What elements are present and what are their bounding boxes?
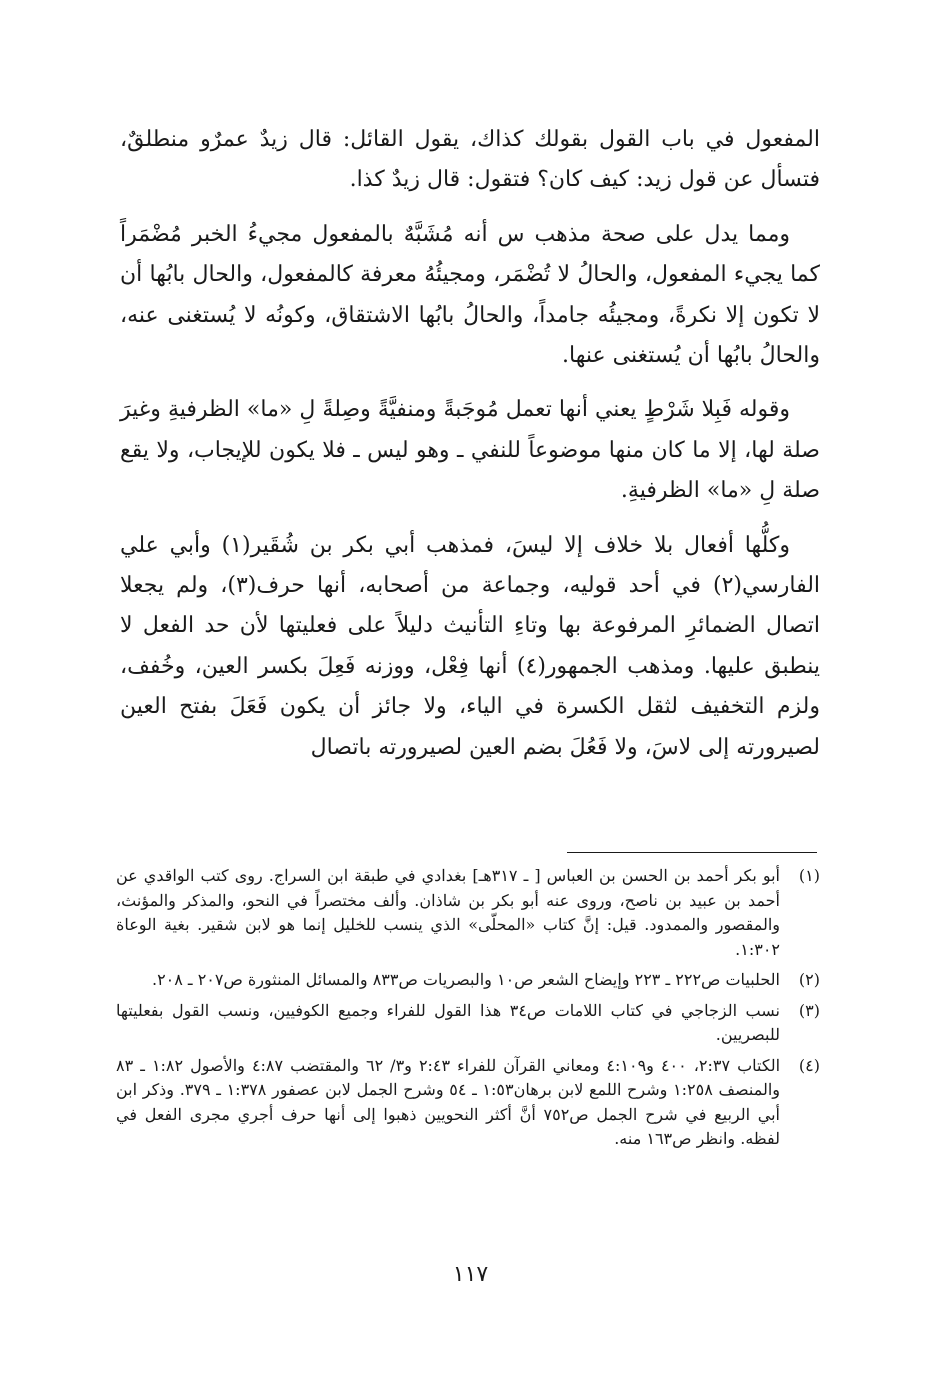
footnote-3	[116, 999, 820, 1048]
footnote-text: الكتاب ٢:٣٧، ٤٠٠ و٤:١٠٩ ومعاني القرآن للفراء ٢:٤٣ و٣/ ٦٢ والمقتضب ٤:٨٧ والأصول ١:٨٢ ـ ٨٣ والمنصف ١:٢٥٨ وشرح اللمع لابن برهان١:٥٣ ـ ٥٤ وشرح الجمل لابن عصفور ١:٣٧٨ ـ ٣٧٩. وذكر ابن أبي الربيع في شرح الجمل ص٧٥٢ أنَّ أكثر النحويين ذهبوا إلى أنها حرف أجري مجرى الفعل في لفظه. وانظر ص١٦٣ منه.	[116, 1055, 781, 1148]
footnote-text: نسب الزجاجي في كتاب اللامات ص٣٤ هذا القول للفراء وجميع الكوفيين، ونسب القول بفعليتها للبصريين.	[116, 1000, 780, 1044]
paragraph-1: المفعول في باب القول بقولك كذاك، يقول القائل: قال زيدٌ عمرٌو منطلقٌ، فتسأل عن قول زيد: كيف كان؟ فتقول: قال زيدٌ كذا.	[120, 127, 820, 193]
footnote-text: أبو بكر أحمد بن الحسن بن العباس [ ـ ٣١٧هـ] بغدادي في طبقة ابن السراج. روى كتب الواقدي عن أحمد بن عبيد بن ناصح، وروى عنه أبو بكر بن شاذان. وألف مختصراً في النحو، والمذكر والمؤنث، والمقصور والممدود. قيل: إنَّ كتاب «المحلّى» الذي ينسب للخليل إنما هو لابن شقير. بغية الوعاة ١:٣٠٢.	[116, 866, 781, 959]
paragraph-4: وكلُّها أفعال بلا خلاف إلا ليسَ، فمذهب أبي بكر بن شُقَير(١) وأبي علي الفارسي(٢) في أحد قوليه، وجماعة من أصحابه، أنها حرف(٣)، ولم يجعلا اتصال الضمائرِ المرفوعة بها وتاءِ التأنيث دليلاً على فعليتها لأن حد الفعل لا ينطبق عليها. ومذهب الجمهور(٤) أنها فِعْل، ووزنه فَعِلَ بكسر العين، وخُفف، ولزم التخفيف لثقل الكسرة في الياء، ولا جائز أن يكون فَعَلَ بفتح العين لصيرورته إلى لاسَ، ولا فَعُلَ بضم العين لصيرورته باتصال	[120, 532, 821, 760]
paragraph-3: وقوله فَبِلا شَرْطٍ يعني أنها تعمل مُوجَبةً ومنفيَّةً وصِلةً لِ «ما» الظرفيةِ وغيرَ صلة لها، إلا ما كان منها موضوعاً للنفي ـ وهو ليس ـ فلا يكون للإيجاب، ولا يقع صلة لِ «ما» الظرفيةِ.	[120, 397, 820, 504]
page-number: ١١٧	[452, 1262, 489, 1287]
footnote-1	[116, 864, 820, 962]
footnote-number: (٤)	[798, 1055, 820, 1075]
footnote-number: (١)	[798, 866, 820, 885]
footnote-2	[116, 968, 820, 993]
footnote-number: (٢)	[798, 970, 820, 989]
main-text-body	[120, 120, 820, 782]
footnote-number: (٣)	[798, 1000, 820, 1020]
footnote-4	[116, 1054, 820, 1152]
footnote-separator	[567, 852, 817, 853]
footnote-text: الحلبيات ص٢٢٢ ـ ٢٢٣ وإيضاح الشعر ص١٠ والبصريات ص٨٣٣ والمسائل المنثورة ص٢٠٧ ـ ٢٠٨.	[151, 970, 780, 989]
paragraph-2: ومما يدل على صحة مذهب س أنه مُشَبَّهٌ بالمفعول مجيءُ الخبر مُضْمَراً كما يجيء المفعول، والحالُ لا تُضْمَر، ومجيئُهُ معرفة كالمفعول، والحال بابُها أن لا تكون إلا نكرةً، ومجيئُه جامداً، والحالُ بابُها الاشتقاق، وكونُه لا يُستغنى عنه، والحالُ بابُها أن يُستغنى عنها.	[120, 221, 820, 369]
footnotes-section	[116, 864, 820, 1158]
